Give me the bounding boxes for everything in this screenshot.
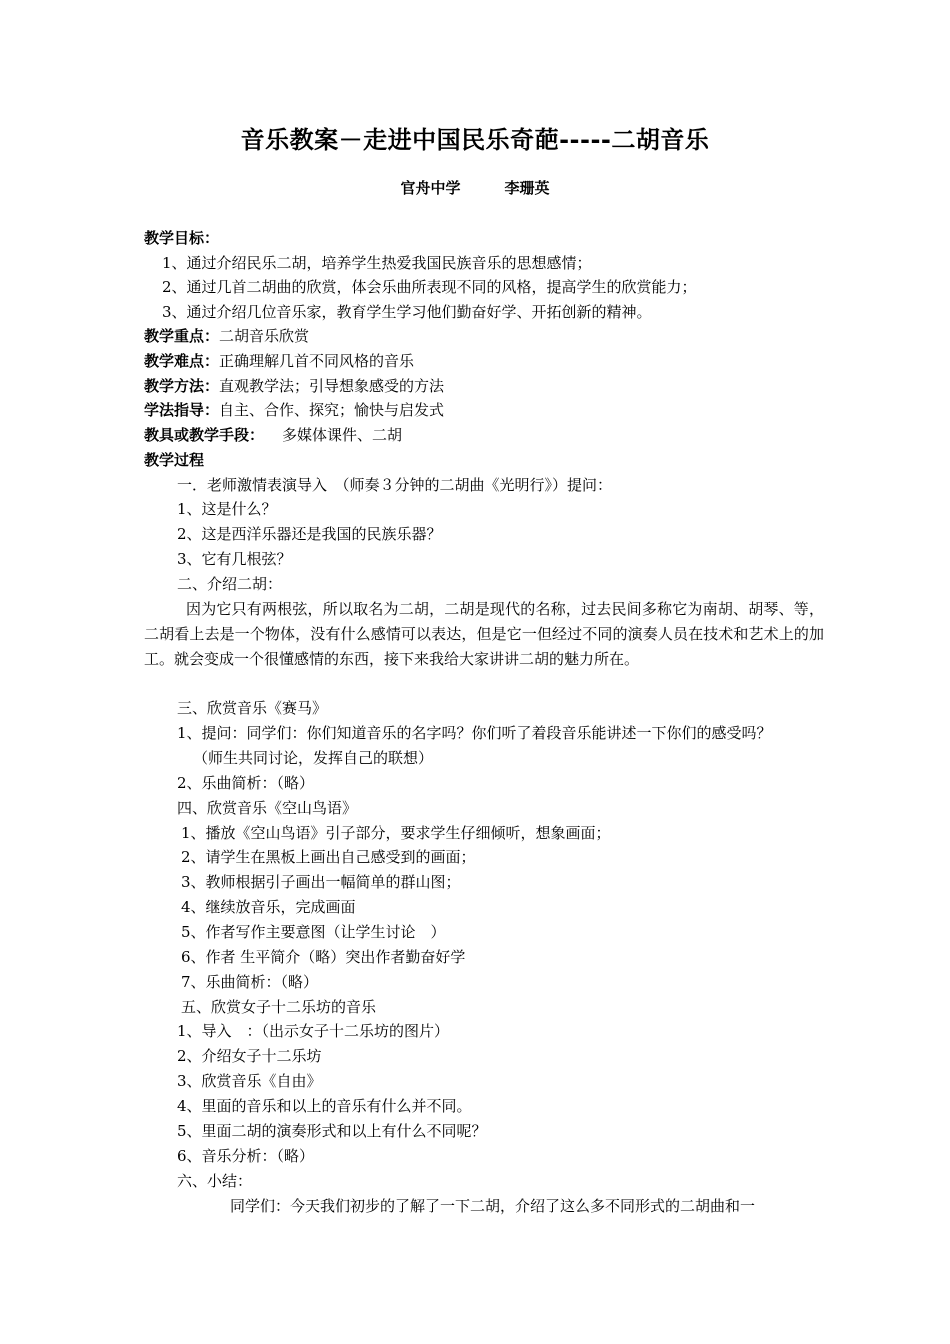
tools-value: 多媒体课件、二胡 xyxy=(282,426,403,444)
study-guide-row xyxy=(144,398,444,422)
list-item: 5、里面二胡的演奏形式和以上有什么不同呢？ xyxy=(177,1122,487,1140)
section-heading: 二、介绍二胡： xyxy=(177,575,283,593)
intro-paragraph: 因为它只有两根弦，所以取名为二胡，二胡是现代的名称，过去民间多称它为南胡、胡琴、等，二胡看上去是一个物体，没有什么感情可以表达，但是它一但经过不同的演奏人员在技术和艺术上的加工。就会变成一个很懂感情的东西，接下来我给大家讲讲二胡的魅力所在。 xyxy=(144,600,824,668)
section-heading: 五、欣赏女子十二乐坊的音乐 xyxy=(181,998,377,1016)
list-item: 2、介绍女子十二乐坊 xyxy=(177,1047,322,1065)
key-point-value: 二胡音乐欣赏 xyxy=(219,327,310,345)
section-heading: 一．老师激情表演导入 （师奏３分钟的二胡曲《光明行》）提问： xyxy=(177,476,613,494)
page-title: 音乐教案－走进中国民乐奇葩-----二胡音乐 xyxy=(240,126,710,154)
difficulty-value: 正确理解几首不同风格的音乐 xyxy=(219,352,415,370)
objective-item: 2、通过几首二胡曲的欣赏，体会乐曲所表现不同的风格，提高学生的欣赏能力； xyxy=(162,278,697,296)
list-item: 1、提问：同学们：你们知道音乐的名字吗？你们听了着段音乐能讲述一下你们的感受吗？ xyxy=(177,724,772,742)
author-school: 官舟中学 xyxy=(400,179,461,197)
objectives-heading: 教学目标： xyxy=(144,229,220,247)
list-item: 3、教师根据引子画出一幅简单的群山图； xyxy=(181,873,461,891)
section-heading: 三、欣赏音乐《赛马》 xyxy=(177,699,328,717)
list-item: 2、请学生在黑板上画出自己感受到的画面； xyxy=(181,848,476,866)
list-item: 5、作者写作主要意图（让学生讨论 ） xyxy=(181,923,446,941)
difficulty-row xyxy=(144,349,414,373)
list-item: 4、继续放音乐，完成画面 xyxy=(181,898,356,916)
tools-row xyxy=(144,423,402,447)
study-guide-label: 学法指导： xyxy=(144,401,220,419)
list-item: 1、这是什么？ xyxy=(177,500,277,518)
study-guide-value: 自主、合作、探究；愉快与启发式 xyxy=(219,401,445,419)
tools-label: 教具或教学手段： xyxy=(144,426,265,444)
summary-paragraph: 同学们：今天我们初步的了解了一下二胡，介绍了这么多不同形式的二胡曲和一 xyxy=(230,1197,756,1215)
key-point-label: 教学重点： xyxy=(144,327,220,345)
objective-item: 3、通过介绍几位音乐家，教育学生学习他们勤奋好学、开拓创新的精神。 xyxy=(162,303,652,321)
list-item: 2、乐曲简析：（略） xyxy=(177,774,315,792)
list-item: 1、播放《空山鸟语》引子部分，要求学生仔细倾听，想象画面； xyxy=(181,824,611,842)
list-item: 6、音乐分析：（略） xyxy=(177,1147,315,1165)
list-item: 3、欣赏音乐《自由》 xyxy=(177,1072,322,1090)
list-item: 4、里面的音乐和以上的音乐有什么并不同。 xyxy=(177,1097,472,1115)
process-heading: 教学过程 xyxy=(144,451,205,469)
method-value: 直观教学法；引导想象感受的方法 xyxy=(219,377,445,395)
author-line xyxy=(0,177,950,198)
method-label: 教学方法： xyxy=(144,377,220,395)
method-row xyxy=(144,374,444,398)
list-item: 3、它有几根弦？ xyxy=(177,550,292,568)
list-item: 7、乐曲简析：（略） xyxy=(181,973,319,991)
objective-item: 1、通过介绍民乐二胡，培养学生热爱我国民族音乐的思想感情； xyxy=(162,254,592,272)
author-name: 李珊英 xyxy=(504,179,550,197)
list-item: （师生共同讨论，发挥自己的联想） xyxy=(193,749,434,767)
list-item: 2、这是西洋乐器还是我国的民族乐器？ xyxy=(177,525,442,543)
key-point-row xyxy=(144,324,309,348)
difficulty-label: 教学难点： xyxy=(144,352,220,370)
section-heading: 四、欣赏音乐《空山鸟语》 xyxy=(177,799,358,817)
list-item: 6、作者 生平简介（略）突出作者勤奋好学 xyxy=(181,948,466,966)
section-heading: 六、小结： xyxy=(177,1172,253,1190)
list-item: 1、导入 ：（出示女子十二乐坊的图片） xyxy=(177,1022,450,1040)
